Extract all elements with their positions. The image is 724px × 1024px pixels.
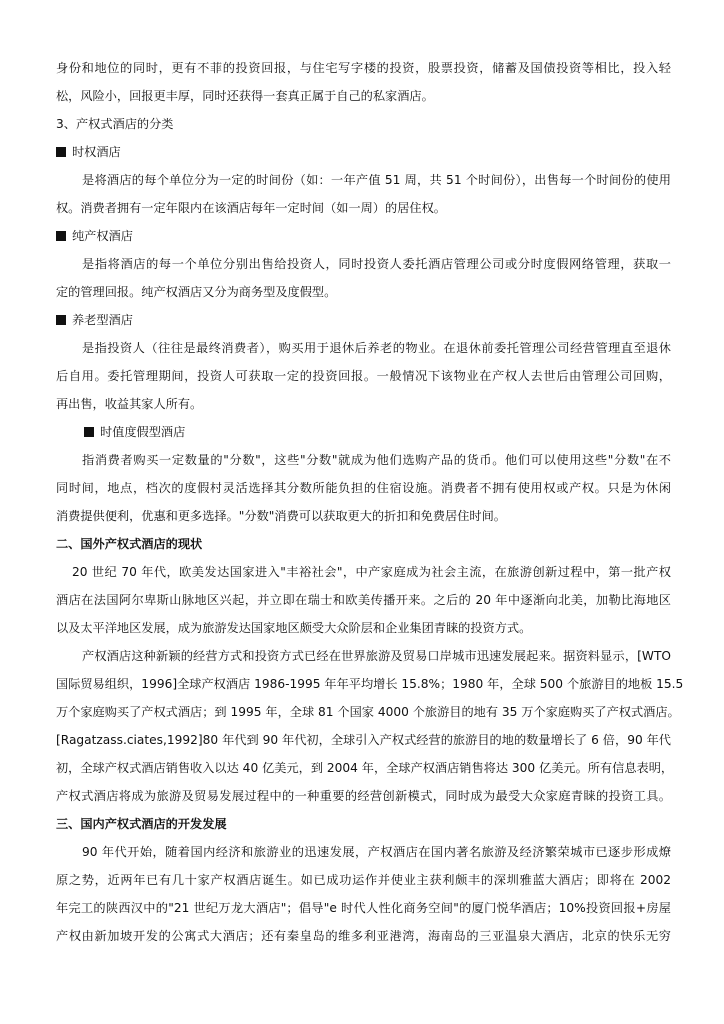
paragraph-line: 后自用。委托管理期间，投资人可获取一定的投资回报。一般情况下该物业在产权人去世后由管理公司回购， xyxy=(56,369,671,383)
category-heading-pure-property xyxy=(56,226,133,246)
paragraph-line: 指消费者购买一定数量的"分数"，这些"分数"就成为他们选购产品的货币。他们可以使用这些"分数"在不 xyxy=(82,453,671,467)
section-heading-domestic: 三、国内产权式酒店的开发发展 xyxy=(56,817,227,831)
paragraph-line: 产权由新加坡开发的公寓式大酒店；还有秦皇岛的维多利亚港湾，海南岛的三亚温泉大酒店，北京的快乐无穷 xyxy=(56,929,671,943)
paragraph-line: 年完工的陕西汉中的"21 世纪万龙大酒店"；倡导"e 时代人性化商务空间"的厦门悦华酒店；10%投资回报+房屋 xyxy=(56,901,671,915)
paragraph-line: 万个家庭购买了产权式酒店；到 1995 年，全球 81 个国家 4000 个旅游目的地有 35 万个家庭购买了产权式酒店。 xyxy=(56,705,680,719)
section-heading-overseas: 二、国外产权式酒店的现状 xyxy=(56,537,203,551)
paragraph-line: 身份和地位的同时，更有不菲的投资回报，与住宅写字楼的投资，股票投资，储蓄及国债投资等相比，投入轻 xyxy=(56,61,671,75)
paragraph-line: 定的管理回报。纯产权酒店又分为商务型及度假型。 xyxy=(56,285,337,299)
square-bullet-icon xyxy=(84,427,94,437)
category-heading-points-vacation xyxy=(84,422,185,442)
paragraph-line: 产权式酒店将成为旅游及贸易发展过程中的一种重要的经营创新模式，同时成为最受大众家庭青睐的投资工具。 xyxy=(56,789,671,803)
paragraph-line: 松，风险小，回报更丰厚，同时还获得一套真正属于自己的私家酒店。 xyxy=(56,89,434,103)
paragraph-line: 是指将酒店的每一个单位分别出售给投资人，同时投资人委托酒店管理公司或分时度假网络管理，获取一 xyxy=(82,257,671,271)
paragraph-line: 消费提供便利，优惠和更多选择。"分数"消费可以获取更大的折扣和免费居住时间。 xyxy=(56,509,506,523)
paragraph-line: 再出售，收益其家人所有。 xyxy=(56,397,203,411)
paragraph-line: 原之势，近两年已有几十家产权酒店诞生。如已成功运作并使业主获利颇丰的深圳雅蓝大酒店；即将在 2002 xyxy=(56,873,671,887)
category-label: 纯产权酒店 xyxy=(72,229,133,243)
square-bullet-icon xyxy=(56,315,66,325)
paragraph-line: 是指投资人（往往是最终消费者），购买用于退休后养老的物业。在退休前委托管理公司经营管理直至退休 xyxy=(82,341,671,355)
subsection-heading: 3、产权式酒店的分类 xyxy=(56,117,174,131)
category-label: 养老型酒店 xyxy=(72,313,133,327)
paragraph-line: 酒店在法国阿尔卑斯山脉地区兴起，并立即在瑞士和欧美传播开来。之后的 20 年中逐渐向北美，加勒比海地区 xyxy=(56,593,671,607)
paragraph-line: 90 年代开始，随着国内经济和旅游业的迅速发展，产权酒店在国内著名旅游及经济繁荣城市已逐步形成燎 xyxy=(82,845,671,859)
category-heading-retirement xyxy=(56,310,133,330)
paragraph-line: 初，全球产权式酒店销售收入以达 40 亿美元，到 2004 年，全球产权酒店销售将达 300 亿美元。所有信息表明， xyxy=(56,761,674,775)
paragraph-line: 同时间，地点，档次的度假村灵活选择其分数所能负担的住宿设施。消费者不拥有使用权或产权。只是为休闲 xyxy=(56,481,671,495)
paragraph-line: 产权酒店这种新颖的经营方式和投资方式已经在世界旅游及贸易口岸城市迅速发展起来。据资料显示，[WTO xyxy=(82,649,671,663)
category-label: 时权酒店 xyxy=(72,145,121,159)
category-heading-timeshare xyxy=(56,142,121,162)
paragraph-line: 是将酒店的每个单位分为一定的时间份（如：一年产值 51 周，共 51 个时间份），出售每一个时间份的使用 xyxy=(82,173,671,187)
paragraph-line: 20 世纪 70 年代，欧美发达国家进入"丰裕社会"，中产家庭成为社会主流，在旅游创新过程中，第一批产权 xyxy=(72,565,671,579)
square-bullet-icon xyxy=(56,147,66,157)
category-label: 时值度假型酒店 xyxy=(100,425,186,439)
paragraph-line: 权。消费者拥有一定年限内在该酒店每年一定时间（如一周）的居住权。 xyxy=(56,201,446,215)
paragraph-line: 国际贸易组织，1996]全球产权酒店 1986-1995 年年平均增长 15.8%；1980 年，全球 500 个旅游目的地板 15.5 xyxy=(56,677,684,691)
paragraph-line: 以及太平洋地区发展，成为旅游发达国家地区颇受大众阶层和企业集团青睐的投资方式。 xyxy=(56,621,532,635)
square-bullet-icon xyxy=(56,231,66,241)
paragraph-line: [Ragatzass.ciates,1992]80 年代到 90 年代初，全球引入产权式经营的旅游目的地的数量增长了 6 倍，90 年代 xyxy=(56,733,671,747)
